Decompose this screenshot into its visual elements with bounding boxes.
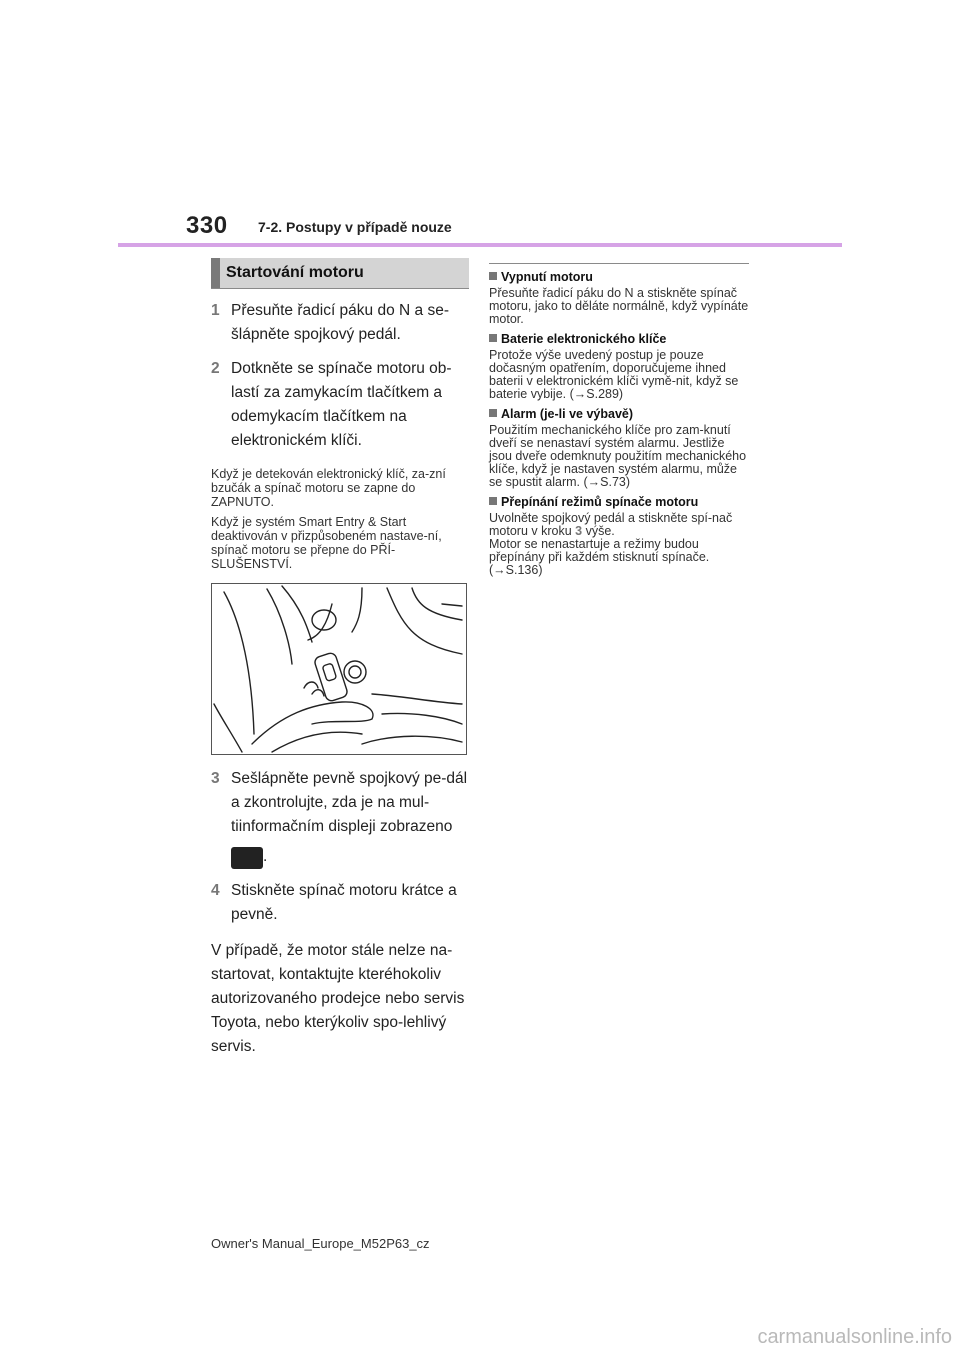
step-text: Přesuňte řadicí páku do N a se-šlápněte spojkový pedál. — [231, 302, 449, 343]
subheading-switch-modes — [489, 495, 749, 510]
left-column — [211, 258, 469, 1059]
body-text-part: Uvolněte spojkový pedál a stiskněte spí-nač motoru v kroku — [489, 511, 733, 538]
bullet-square-icon — [489, 409, 497, 417]
bullet-square-icon — [489, 497, 497, 505]
footer-text: Owner's Manual_Europe_M52P63_cz — [211, 1236, 430, 1251]
subheading-text: Vypnutí motoru — [501, 270, 593, 284]
step-suffix: . — [263, 848, 268, 866]
header-rule — [118, 243, 842, 247]
subheading-engine-off — [489, 270, 749, 285]
body-text: Použitím mechanického klíče pro zam-knutí dveří se nenastaví systém alarmu. Jestliže jsou dveře odemknuty použitím mechanického klíče, když je nastaven systém alarmu, může se spustit alarm. (→S.73) — [489, 423, 747, 489]
key-indicator-icon — [231, 847, 263, 869]
section-heading: Startování motoru — [211, 258, 469, 288]
step-text: Dotkněte se spínače motoru ob-lastí za zamykacím tlačítkem a odemykacím tlačítkem na elektronickém klíči. — [231, 360, 452, 449]
step-text: Stiskněte spínač motoru krátce a pevně. — [231, 882, 457, 924]
body-text: Protože výše uvedený postup je pouze dočasným opatřením, doporučujeme ihned baterii v elektronickém klíči vymě-nit, když se baterie vybije. (→S.289) — [489, 348, 739, 401]
body-text: Přesuňte řadicí páku do N a stiskněte spínač motoru, jako to děláte normálně, když vypínáte motor. — [489, 286, 749, 326]
step-text: Sešlápněte pevně spojkový pe-dál a zkontrolujte, zda je na mul-tiinformačním displeji zobrazeno — [231, 770, 468, 835]
subheading-alarm — [489, 407, 749, 422]
bullet-square-icon — [489, 334, 497, 342]
subheading-text: Alarm (je-li ve výbavě) — [501, 407, 634, 421]
right-column — [489, 263, 749, 577]
subheading-text: Přepínání režimů spínače motoru — [501, 495, 699, 509]
step-3 — [211, 767, 469, 869]
step-number: 3 — [211, 770, 220, 787]
step-number: 2 — [211, 360, 220, 377]
step-number: 1 — [211, 302, 220, 319]
closing-paragraph: V případě, že motor stále nelze na-startovat, kontaktujte kteréhokoliv autorizovaného prodejce nebo servis Toyota, nebo kterýkoliv spo-lehlivý servis. — [211, 942, 465, 1056]
page-number: 330 — [186, 212, 228, 239]
note: Když je detekován elektronický klíč, za-zní bzučák a spínač motoru se zapne do ZAPNUTO. — [211, 467, 446, 509]
body-text — [489, 512, 749, 538]
bullet-square-icon — [489, 272, 497, 280]
watermark: carmanualsonline.info — [757, 1326, 952, 1348]
note: Když je systém Smart Entry & Start deaktivován v přizpůsobeném nastave-ní, spínač motoru se přepne do PŘÍ-SLUŠENSTVÍ. — [211, 515, 442, 571]
step-1 — [211, 299, 469, 347]
illustration-key-touch-switch — [211, 583, 467, 755]
step-4 — [211, 879, 469, 927]
step-number: 4 — [211, 882, 220, 900]
body-text: Motor se nenastartuje a režimy budou přepínány při každém stisknutí spínače. (→S.136) — [489, 537, 710, 577]
step-2 — [211, 357, 469, 453]
key-illustration — [212, 584, 467, 755]
section-rule — [211, 288, 469, 289]
chapter-title: 7-2. Postupy v případě nouze — [258, 219, 452, 235]
subheading-key-battery — [489, 332, 749, 347]
step-reference: 3 — [575, 524, 583, 538]
subheading-text: Baterie elektronického klíče — [501, 332, 667, 346]
body-text-part: výše. — [582, 524, 615, 538]
right-rule — [489, 263, 749, 264]
